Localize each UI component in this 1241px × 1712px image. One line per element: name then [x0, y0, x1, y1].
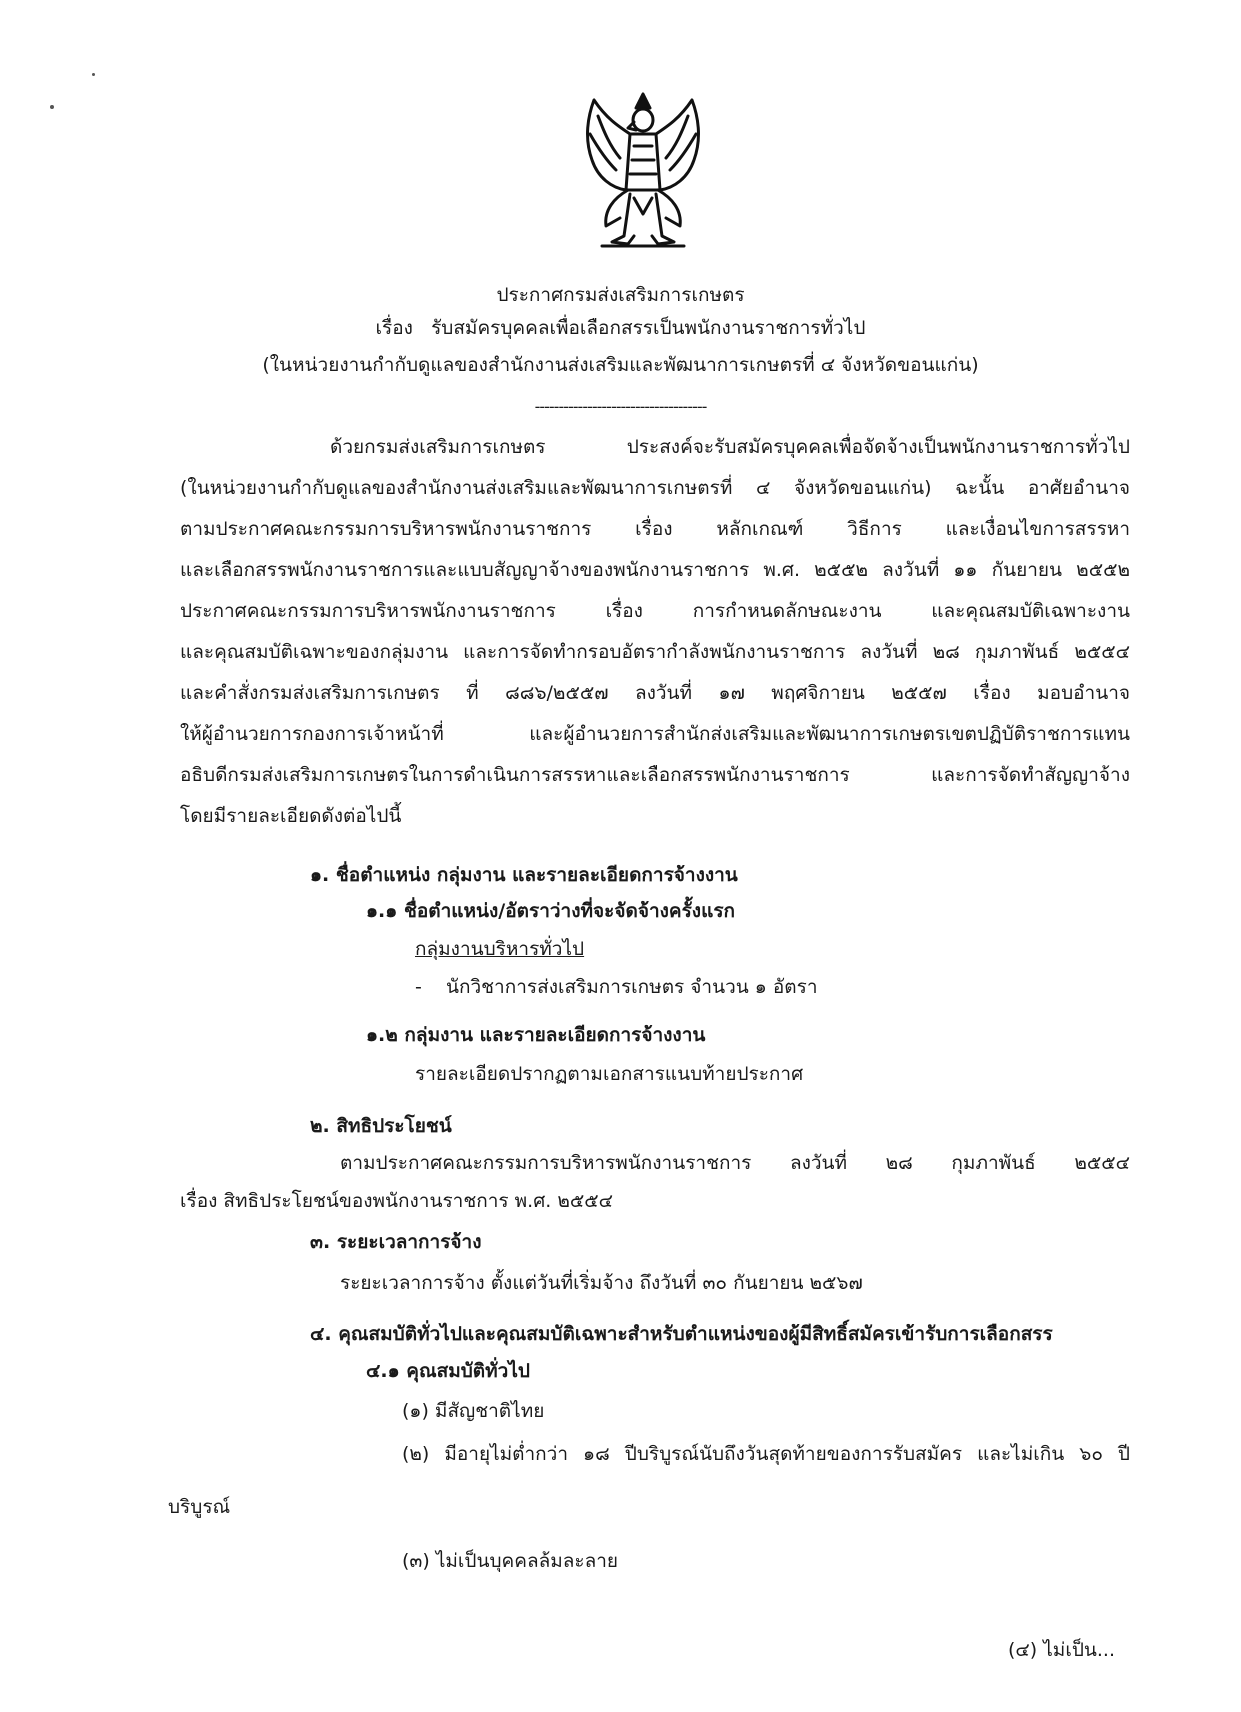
garuda-emblem-icon [568, 86, 718, 256]
section-3-heading: ๓. ระยะเวลาการจ้าง [310, 1231, 482, 1253]
intro-line: และเลือกสรรพนักงานราชการและแบบสัญญาจ้างของพนักงานราชการ พ.ศ. ๒๕๕๒ ลงวันที่ ๑๑ กันยายน ๒๕๕๒ [180, 559, 1130, 581]
subject-label: เรื่อง [375, 317, 413, 339]
page-continuation: (๔) ไม่เป็น... [1008, 1639, 1115, 1661]
position-item: นักวิชาการส่งเสริมการเกษตร จำนวน ๑ อัตรา [446, 976, 818, 998]
section-1-heading: ๑. ชื่อตำแหน่ง กลุ่มงาน และรายละเอียดการจ้างงาน [310, 864, 738, 886]
announcement-scope: (ในหน่วยงานกำกับดูแลของสำนักงานส่งเสริมและพัฒนาการเกษตรที่ ๔ จังหวัดขอนแก่น) [262, 354, 979, 376]
qualification-item: (๓) ไม่เป็นบุคคลล้มละลาย [402, 1550, 619, 1572]
position-bullet: - [415, 976, 422, 998]
section-1-2-heading: ๑.๒ กลุ่มงาน และรายละเอียดการจ้างงาน [366, 1024, 706, 1046]
qualification-item: (๒) มีอายุไม่ต่ำกว่า ๑๘ ปีบริบูรณ์นับถึงวันสุดท้ายของการรับสมัคร และไม่เกิน ๖๐ ปี [402, 1443, 1130, 1465]
section-4-1-heading: ๔.๑ คุณสมบัติทั่วไป [366, 1360, 530, 1382]
section-2-heading: ๒. สิทธิประโยชน์ [310, 1115, 452, 1137]
section-1-2-text: รายละเอียดปรากฏตามเอกสารแนบท้ายประกาศ [415, 1063, 804, 1085]
title-separator: ------------------------------------ [534, 397, 707, 416]
announcement-subject [0, 313, 1241, 343]
section-3-text: ระยะเวลาการจ้าง ตั้งแต่วันที่เริ่มจ้าง ถึงวันที่ ๓๐ กันยายน ๒๕๖๗ [340, 1272, 863, 1294]
intro-line: ด้วยกรมส่งเสริมการเกษตร ประสงค์จะรับสมัครบุคคลเพื่อจัดจ้างเป็นพนักงานราชการทั่วไป [330, 436, 1130, 458]
section-4-heading: ๔. คุณสมบัติทั่วไปและคุณสมบัติเฉพาะสำหรับตำแหน่งของผู้มีสิทธิ์สมัครเข้ารับการเลือกสรร [310, 1323, 1053, 1345]
subject-text: รับสมัครบุคคลเพื่อเลือกสรรเป็นพนักงานราชการทั่วไป [431, 317, 866, 339]
intro-line: (ในหน่วยงานกำกับดูแลของสำนักงานส่งเสริมและพัฒนาการเกษตรที่ ๔ จังหวัดขอนแก่น) ฉะนั้น อาศัยอำนาจ [180, 477, 1130, 499]
announcement-title: ประกาศกรมส่งเสริมการเกษตร [496, 284, 745, 306]
section-1-1-heading: ๑.๑ ชื่อตำแหน่ง/อัตราว่างที่จะจัดจ้างครั้งแรก [366, 900, 736, 922]
scan-speck [92, 73, 95, 76]
intro-line: ประกาศคณะกรรมการบริหารพนักงานราชการ เรื่อง การกำหนดลักษณะงาน และคุณสมบัติเฉพาะงาน [180, 600, 1130, 622]
scan-speck [50, 105, 54, 109]
section-2-text: ตามประกาศคณะกรรมการบริหารพนักงานราชการ ลงวันที่ ๒๘ กุมภาพันธ์ ๒๕๕๔ [340, 1152, 1130, 1174]
qualification-item-continued: บริบูรณ์ [168, 1496, 231, 1518]
intro-line: ให้ผู้อำนวยการกองการเจ้าหน้าที่ และผู้อำนวยการสำนักส่งเสริมและพัฒนาการเกษตรเขตปฏิบัติราชการแทน [180, 723, 1130, 745]
work-group-name: กลุ่มงานบริหารทั่วไป [415, 938, 585, 960]
section-2-text: เรื่อง สิทธิประโยชน์ของพนักงานราชการ พ.ศ. ๒๕๕๔ [180, 1190, 614, 1212]
intro-line: อธิบดีกรมส่งเสริมการเกษตรในการดำเนินการสรรหาและเลือกสรรพนักงานราชการ และการจัดทำสัญญาจ้าง [180, 764, 1130, 786]
intro-line: และคุณสมบัติเฉพาะของกลุ่มงาน และการจัดทำกรอบอัตรากำลังพนักงานราชการ ลงวันที่ ๒๘ กุมภาพันธ์ ๒๕๕๔ [180, 641, 1130, 663]
intro-line: ตามประกาศคณะกรรมการบริหารพนักงานราชการ เรื่อง หลักเกณฑ์ วิธีการ และเงื่อนไขการสรรหา [180, 518, 1130, 540]
intro-line: และคำสั่งกรมส่งเสริมการเกษตร ที่ ๘๘๖/๒๕๕๗ ลงวันที่ ๑๗ พฤศจิกายน ๒๕๕๗ เรื่อง มอบอำนาจ [180, 682, 1130, 704]
qualification-item: (๑) มีสัญชาติไทย [402, 1400, 545, 1422]
intro-line: โดยมีรายละเอียดดังต่อไปนี้ [180, 805, 402, 827]
